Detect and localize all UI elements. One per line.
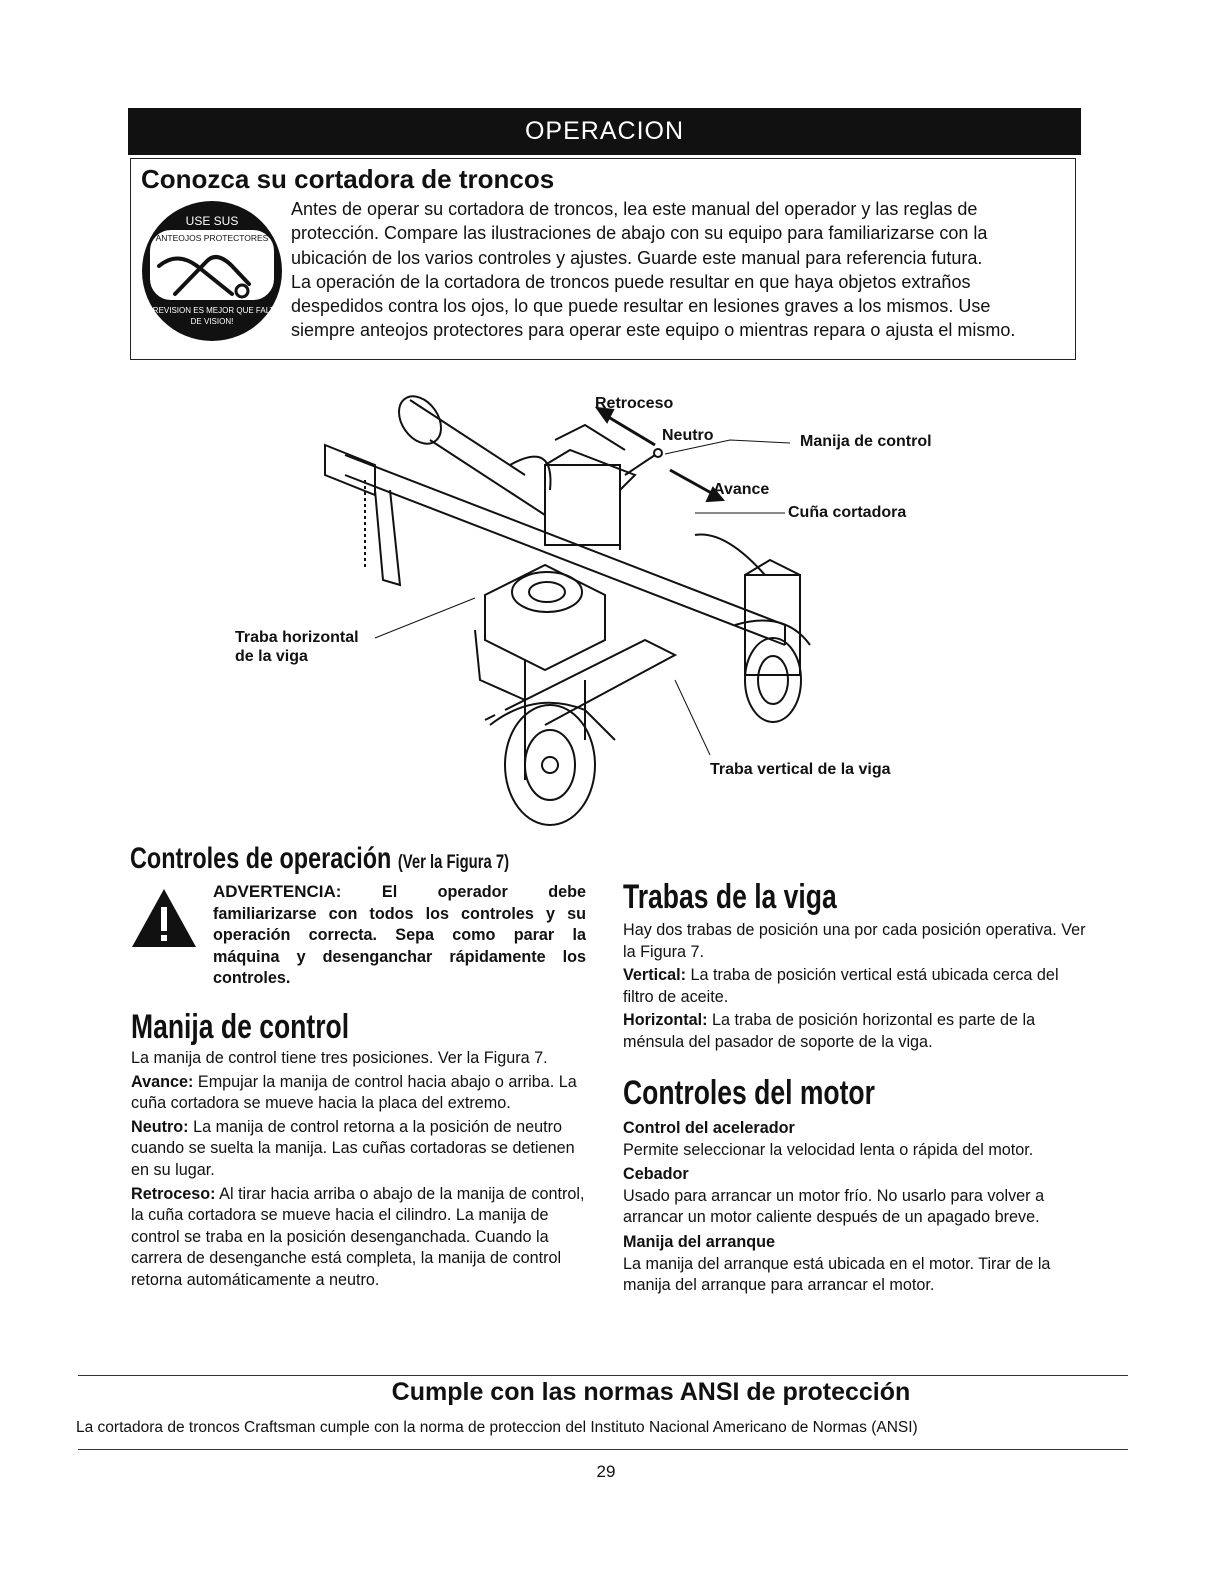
trabas-intro: Hay dos trabas de posición una por cada posición operativa. Ver la Figura 7.	[623, 921, 1086, 961]
manija-avance	[131, 1072, 591, 1115]
cebador-title: Cebador	[623, 1165, 689, 1184]
retroceso-label: Retroceso:	[131, 1184, 216, 1203]
section-header: OPERACION	[128, 108, 1081, 155]
safety-glasses-badge-icon	[137, 196, 287, 346]
acelerador-title: Control del acelerador	[623, 1119, 795, 1137]
intro-text	[291, 197, 1071, 343]
neutro-label: Neutro:	[131, 1117, 189, 1136]
motor-heading: Controles del motor	[623, 1074, 875, 1112]
arranque-text: La manija del arranque está ubicada en el motor. Tirar de la manija del arranque para arrancar el motor.	[623, 1254, 1051, 1295]
page-number: 29	[596, 1462, 616, 1481]
badge-band-text: ANTEOJOS PROTECTORES	[155, 233, 269, 243]
warning-lead: ADVERTENCIA:	[213, 882, 342, 901]
manija-retroceso	[131, 1184, 591, 1292]
manija-neutro	[131, 1117, 591, 1182]
motor-body	[623, 1118, 1093, 1300]
intro-line: siempre anteojos protectores para operar este equipo o mientras repara o ajusta el mismo.	[291, 320, 1016, 341]
intro-line: ubicación de los varios controles y ajustes. Guarde este manual para referencia futura.	[291, 247, 983, 268]
ansi-text: La cortadora de troncos Craftsman cumple con la norma de proteccion del Instituto Nacional Americano de Normas (ANSI)	[76, 1419, 918, 1436]
vertical-text: La traba de posición vertical está ubicada cerca del filtro de aceite.	[623, 966, 1059, 1006]
divider-bottom	[78, 1449, 1128, 1450]
divider-top	[78, 1375, 1128, 1376]
trabas-vertical	[623, 965, 1093, 1008]
intro-line: La operación de la cortadora de troncos puede resultar en que haya objetos extraños	[291, 271, 971, 292]
label-manija-control: Manija de control	[800, 433, 932, 450]
cebador-text: Usado para arrancar un motor frío. No usarlo para volver a arrancar un motor caliente después de un apagado breve.	[623, 1186, 1045, 1227]
intro-line: protección. Compare las ilustraciones de abajo con su equipo para familiarizarse con la	[291, 223, 988, 244]
label-neutro: Neutro	[662, 427, 714, 444]
retroceso-text: Al tirar hacia arriba o abajo de la manija de control, la cuña cortadora se mueve hacia el cilindro. La manija de control se traba en la posición desenganchada. Cuando la carrera de desenganche está completa, la manija de control retorna automáticamente a neutro.	[131, 1184, 585, 1289]
label-traba-vertical: Traba vertical de la viga	[710, 761, 891, 778]
ansi-title: Cumple con las normas ANSI de protección	[391, 1378, 911, 1406]
trabas-body	[623, 920, 1093, 1056]
warning-body: El operador debe familiarizarse con todos los controles y su operación correcta. Sepa como parar la máquina y desenganchar rápidamente los controles.	[213, 883, 586, 988]
intro-title: Conozca su cortadora de troncos	[141, 164, 555, 194]
acelerador-text: Permite seleccionar la velocidad lenta o rápida del motor.	[623, 1140, 1034, 1159]
label-traba-horizontal-1: Traba horizontal	[235, 629, 359, 646]
warning-text	[213, 881, 586, 990]
horizontal-label: Horizontal:	[623, 1011, 708, 1030]
log-splitter-figure	[225, 380, 955, 830]
label-avance: Avance	[713, 481, 770, 498]
badge-bottom-line1: ¡PREVISION ES MEJOR QUE FALTA	[144, 306, 280, 315]
avance-label: Avance:	[131, 1072, 194, 1091]
badge-bottom-line2: DE VISION!	[190, 317, 234, 326]
intro-line: despedidos contra los ojos, lo que puede resultar en lesiones graves a los mismos. Use	[291, 296, 991, 317]
controles-heading	[130, 842, 509, 876]
avance-text: Empujar la manija de control hacia abajo o arriba. La cuña cortadora se mueve hacia la placa del extremo.	[131, 1072, 577, 1113]
intro-line: Antes de operar su cortadora de troncos, lea este manual del operador y las reglas de	[291, 199, 978, 219]
label-retroceso: Retroceso	[595, 395, 674, 412]
trabas-horizontal	[623, 1010, 1093, 1053]
warning-triangle-icon	[130, 887, 198, 949]
controles-title: Controles de operación	[130, 842, 392, 875]
manija-body	[131, 1048, 591, 1294]
label-cuna-cortadora: Cuña cortadora	[788, 504, 907, 521]
label-traba-horizontal-2: de la viga	[235, 648, 308, 665]
manija-intro: La manija de control tiene tres posiciones. Ver la Figura 7.	[131, 1049, 548, 1067]
badge-top-text: USE SUS	[185, 214, 239, 228]
vertical-label: Vertical:	[623, 966, 686, 985]
neutro-text: La manija de control retorna a la posición de neutro cuando se suelta la manija. Las cuñas cortadoras se detienen en su lugar.	[131, 1117, 575, 1179]
horizontal-text: La traba de posición horizontal es parte de la ménsula del pasador de soporte de la viga.	[623, 1011, 1036, 1051]
controles-figure-ref: (Ver la Figura 7)	[397, 852, 510, 873]
arranque-title: Manija del arranque	[623, 1232, 776, 1251]
manija-heading: Manija de control	[131, 1008, 350, 1046]
trabas-heading: Trabas de la viga	[623, 878, 837, 916]
